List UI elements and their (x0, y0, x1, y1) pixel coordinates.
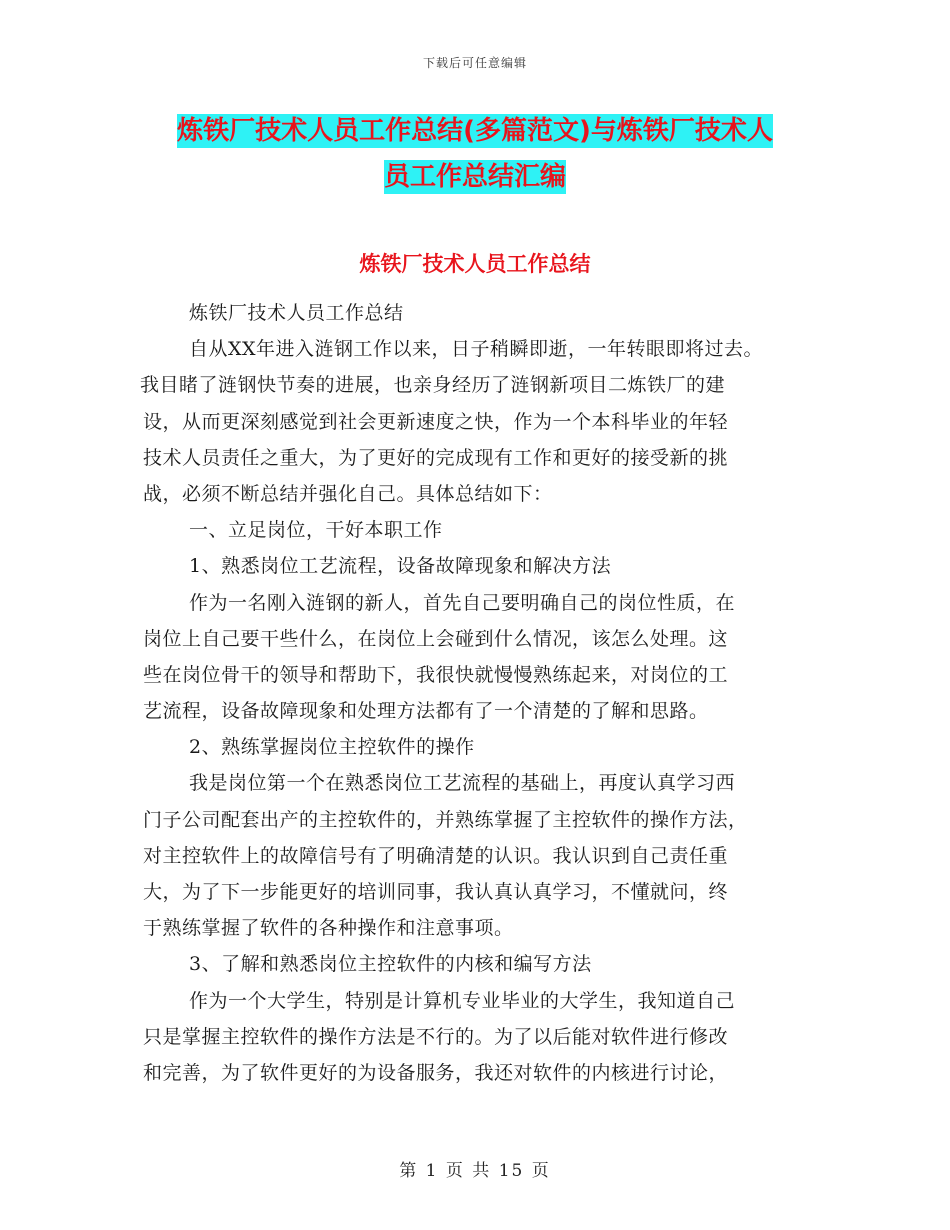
document-body (140, 295, 823, 1091)
text-line: 大，为了下一步能更好的培训同事，我认真认真学习，不懂就问，终 (143, 881, 729, 903)
text-line: 战，必须不断总结并强化自己。具体总结如下： (143, 482, 553, 505)
text-line: 于熟练掌握了软件的各种操作和注意事项。 (143, 917, 514, 940)
text-line: 作为一个大学生，特别是计算机专业毕业的大学生，我知道自己 (189, 989, 736, 1012)
text-line: 自从XX年进入涟钢工作以来，日子稍瞬即逝，一年转眼即将过去。 (189, 338, 764, 361)
text-line: 炼铁厂技术人员工作总结 (189, 302, 404, 324)
text-line: 门子公司配套出产的主控软件的，并熟练掌握了主控软件的操作方法， (143, 808, 748, 831)
title-line-1: 炼铁厂技术人员工作总结(多篇范文)与炼铁厂技术人 (177, 116, 773, 146)
text-line: 艺流程，设备故障现象和处理方法都有了一个清楚的了解和思路。 (143, 700, 709, 723)
text-line: 一、立足岗位，干好本职工作 (189, 519, 443, 542)
text-line: 作为一名刚入涟钢的新人，首先自己要明确自己的岗位性质，在 (189, 591, 736, 614)
text-line: 对主控软件上的故障信号有了明确清楚的认识。我认识到自己责任重 (143, 844, 729, 867)
page-number: 第 1 页 共 15 页 (399, 1161, 551, 1181)
text-line: 技术人员责任之重大，为了更好的完成现有工作和更好的接受新的挑 (143, 446, 729, 469)
text-line: 和完善，为了软件更好的为设备服务，我还对软件的内核进行讨论， (143, 1061, 729, 1084)
text-line: 设，从而更深刻感觉到社会更新速度之快，作为一个本科毕业的年轻 (143, 410, 729, 433)
text-line: 我目睹了涟钢快节奏的进展，也亲身经历了涟钢新项目二炼铁厂的建 (140, 374, 726, 397)
text-line: 我是岗位第一个在熟悉岗位工艺流程的基础上，再度认真学习西 (189, 772, 736, 795)
header-note: 下载后可任意编辑 (422, 56, 527, 70)
text-line: 岗位上自己要干些什么，在岗位上会碰到什么情况，该怎么处理。这 (143, 627, 729, 650)
text-line: 3、了解和熟悉岗位主控软件的内核和编写方法 (189, 953, 592, 976)
document-title (0, 108, 950, 200)
text-line: 些在岗位骨干的领导和帮助下，我很快就慢慢熟练起来，对岗位的工 (143, 663, 729, 686)
text-line: 只是掌握主控软件的操作方法是不行的。为了以后能对软件进行修改 (143, 1025, 729, 1048)
title-line-2: 员工作总结汇编 (383, 162, 566, 192)
section-title: 炼铁厂技术人员工作总结 (359, 252, 591, 276)
text-line: 2、熟练掌握岗位主控软件的操作 (189, 736, 475, 759)
text-line: 1、熟悉岗位工艺流程，设备故障现象和解决方法 (189, 555, 612, 578)
